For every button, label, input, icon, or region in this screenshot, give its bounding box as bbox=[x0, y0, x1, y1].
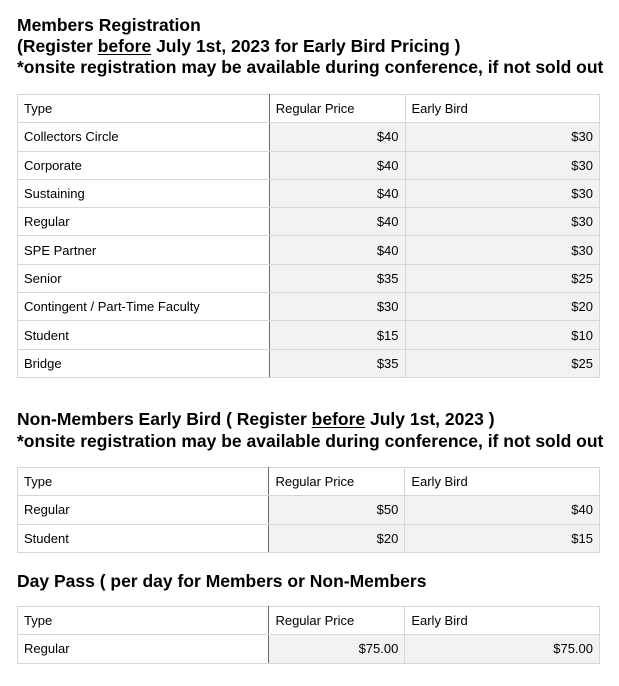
header-type: Type bbox=[18, 95, 270, 123]
table-row bbox=[18, 496, 600, 524]
row-regular-price: $40 bbox=[269, 179, 405, 207]
header-type: Type bbox=[18, 468, 269, 496]
members-subtitle-post: July 1st, 2023 for Early Bird Pricing ) bbox=[151, 36, 461, 56]
header-early-bird: Early Bird bbox=[405, 468, 600, 496]
non-members-note: *onsite registration may be available during conference, if not sold out bbox=[17, 431, 604, 451]
row-early-bird: $30 bbox=[405, 236, 599, 264]
row-early-bird: $25 bbox=[405, 264, 599, 292]
row-type: Regular bbox=[18, 208, 270, 236]
row-type: Regular bbox=[18, 635, 269, 663]
members-note: *onsite registration may be available during conference, if not sold out bbox=[17, 57, 604, 77]
table-row bbox=[18, 236, 600, 264]
row-early-bird: $75.00 bbox=[405, 635, 600, 663]
table-row bbox=[18, 179, 600, 207]
row-regular-price: $35 bbox=[269, 264, 405, 292]
non-members-pricing-table bbox=[17, 467, 600, 553]
table-header-row bbox=[18, 468, 600, 496]
row-type: Sustaining bbox=[18, 179, 270, 207]
row-early-bird: $25 bbox=[405, 349, 599, 377]
row-type: Bridge bbox=[18, 349, 270, 377]
row-type: Regular bbox=[18, 496, 269, 524]
row-early-bird: $30 bbox=[405, 179, 599, 207]
non-members-title-pre: Non-Members Early Bird ( Register bbox=[17, 409, 312, 429]
row-type: SPE Partner bbox=[18, 236, 270, 264]
non-members-title-post: July 1st, 2023 ) bbox=[365, 409, 495, 429]
day-pass-pricing-table bbox=[17, 606, 600, 664]
non-members-title bbox=[17, 409, 495, 430]
table-row bbox=[18, 321, 600, 349]
header-regular-price: Regular Price bbox=[269, 468, 405, 496]
row-type: Student bbox=[18, 524, 269, 552]
table-header-row bbox=[18, 95, 600, 123]
members-title: Members Registration bbox=[17, 15, 201, 35]
table-row bbox=[18, 524, 600, 552]
header-regular-price: Regular Price bbox=[269, 95, 405, 123]
header-regular-price: Regular Price bbox=[269, 607, 405, 635]
row-type: Corporate bbox=[18, 151, 270, 179]
row-type: Student bbox=[18, 321, 270, 349]
members-subtitle-pre: (Register bbox=[17, 36, 98, 56]
row-type: Senior bbox=[18, 264, 270, 292]
table-header-row bbox=[18, 607, 600, 635]
row-early-bird: $20 bbox=[405, 293, 599, 321]
non-members-title-underlined: before bbox=[311, 409, 366, 429]
table-row bbox=[18, 349, 600, 377]
row-regular-price: $75.00 bbox=[269, 635, 405, 663]
row-regular-price: $40 bbox=[269, 236, 405, 264]
day-pass-title: Day Pass ( per day for Members or Non-Members bbox=[17, 571, 427, 591]
row-early-bird: $40 bbox=[405, 496, 600, 524]
row-early-bird: $10 bbox=[405, 321, 599, 349]
header-type: Type bbox=[18, 607, 269, 635]
row-regular-price: $40 bbox=[269, 151, 405, 179]
row-regular-price: $20 bbox=[269, 524, 405, 552]
table-row bbox=[18, 123, 600, 151]
table-row bbox=[18, 208, 600, 236]
row-regular-price: $30 bbox=[269, 293, 405, 321]
row-regular-price: $50 bbox=[269, 496, 405, 524]
table-row bbox=[18, 635, 600, 663]
row-regular-price: $40 bbox=[269, 208, 405, 236]
row-early-bird: $30 bbox=[405, 123, 599, 151]
members-pricing-table bbox=[17, 94, 600, 378]
row-early-bird: $15 bbox=[405, 524, 600, 552]
table-row bbox=[18, 264, 600, 292]
table-row bbox=[18, 151, 600, 179]
row-regular-price: $35 bbox=[269, 349, 405, 377]
row-regular-price: $15 bbox=[269, 321, 405, 349]
header-early-bird: Early Bird bbox=[405, 95, 599, 123]
members-subtitle bbox=[17, 36, 461, 57]
row-early-bird: $30 bbox=[405, 208, 599, 236]
row-regular-price: $40 bbox=[269, 123, 405, 151]
row-type: Contingent / Part-Time Faculty bbox=[18, 293, 270, 321]
table-row bbox=[18, 293, 600, 321]
row-type: Collectors Circle bbox=[18, 123, 270, 151]
row-early-bird: $30 bbox=[405, 151, 599, 179]
members-subtitle-underlined: before bbox=[97, 36, 152, 56]
header-early-bird: Early Bird bbox=[405, 607, 600, 635]
